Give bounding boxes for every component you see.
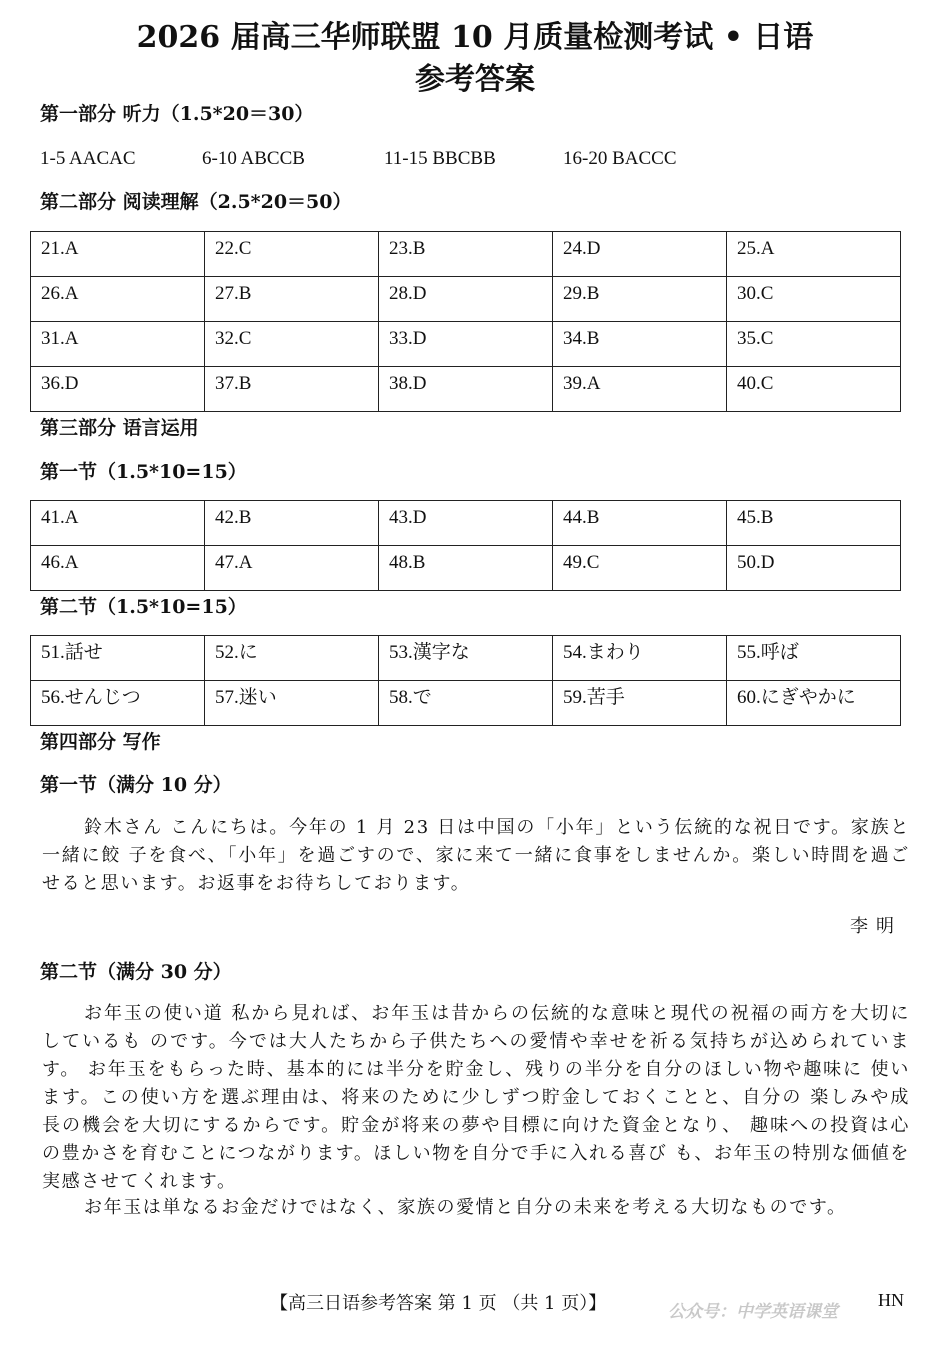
- answer-cell: 29.B: [553, 277, 727, 322]
- part4-section2-heading: 第二节（满分 30 分）: [40, 961, 232, 983]
- writing-answer-1: 鈴木さん こんにちは。今年の 1 月 23 日は中国の「小年」という伝統的な祝日です。家族と一緒に餃 子を食べ、「小年」を過ごすので、家に来て一緒に食事をしませんか。楽しい時間を過ご せると思います。お返事をお待ちしております。: [42, 817, 910, 894]
- answer-cell: 39.A: [553, 367, 727, 412]
- answer-cell: 47.A: [205, 546, 379, 591]
- table-row: [31, 681, 901, 726]
- answer-cell: 55.呼ば: [727, 636, 901, 681]
- answer-cell: 31.A: [31, 322, 205, 367]
- reading-answer-table: [30, 231, 901, 412]
- answer-cell: 46.A: [31, 546, 205, 591]
- writing-answer-2: お年玉の使い道 私から見れば、お年玉は昔からの伝統的な意味と現代の祝福の両方を大切にしているも のです。今では大人たちから子供たちへの愛情や幸せを祈る気持ちが込められています。 お年玉をもらった時、基本的には半分を貯金し、残りの半分を自分のほしい物や趣味に 使います。この使い方を選ぶ理由は、将来のために少しずつ貯金しておくことと、自分の 楽しみや成長の機会を大切にするからです。貯金が将来の夢や目標に向けた資金となり、 趣味への投資は心の豊かさを育むことにつながります。ほしい物を自分で手に入れる喜び も、お年玉の特別な価値を実感させてくれます。: [42, 1003, 910, 1192]
- answer-cell: 51.話せ: [31, 636, 205, 681]
- watermark: 公众号：中学英语课堂: [668, 1302, 838, 1322]
- answer-cell: 25.A: [727, 232, 901, 277]
- answer-cell: 42.B: [205, 501, 379, 546]
- answer-cell: 37.B: [205, 367, 379, 412]
- part1-heading: 第一部分 听力（1.5*20＝30）: [40, 103, 314, 125]
- answer-cell: 35.C: [727, 322, 901, 367]
- table-row: [31, 277, 901, 322]
- answer-cell: 24.D: [553, 232, 727, 277]
- language-use-table-2: [30, 635, 901, 726]
- signature-name: 李明: [850, 916, 902, 937]
- listening-group: 11-15 BBCBB: [384, 148, 496, 169]
- table-row: [31, 546, 901, 591]
- part2-heading: 第二部分 阅读理解（2.5*20＝50）: [40, 191, 352, 213]
- answer-cell: 53.漢字な: [379, 636, 553, 681]
- table-row: [31, 501, 901, 546]
- answer-cell: 44.B: [553, 501, 727, 546]
- answer-cell: 45.B: [727, 501, 901, 546]
- answer-cell: 43.D: [379, 501, 553, 546]
- answer-cell: 22.C: [205, 232, 379, 277]
- answer-cell: 49.C: [553, 546, 727, 591]
- answer-cell: 57.迷い: [205, 681, 379, 726]
- answer-cell: 50.D: [727, 546, 901, 591]
- answer-cell: 26.A: [31, 277, 205, 322]
- writing-answer-2-conclusion: お年玉は単なるお金だけではなく、家族の愛情と自分の未来を考える大切なものです。: [84, 1197, 847, 1218]
- page-title: 2026 届高三华师联盟 10 月质量检测考试 • 日语: [136, 20, 814, 55]
- answer-cell: 58.で: [379, 681, 553, 726]
- part3-section1-heading: 第一节（1.5*10=15）: [40, 461, 247, 483]
- table-row: [31, 232, 901, 277]
- answer-cell: 59.苦手: [553, 681, 727, 726]
- part4-heading: 第四部分 写作: [40, 731, 161, 753]
- language-use-table-1: [30, 500, 901, 591]
- table-row: [31, 367, 901, 412]
- answer-cell: 41.A: [31, 501, 205, 546]
- answer-cell: 60.にぎやかに: [727, 681, 901, 726]
- answer-cell: 33.D: [379, 322, 553, 367]
- part3-section2-heading: 第二节（1.5*10=15）: [40, 596, 247, 618]
- answer-cell: 32.C: [205, 322, 379, 367]
- answer-cell: 30.C: [727, 277, 901, 322]
- listening-group: 16-20 BACCC: [563, 148, 677, 169]
- answer-cell: 48.B: [379, 546, 553, 591]
- answer-cell: 52.に: [205, 636, 379, 681]
- answer-cell: 27.B: [205, 277, 379, 322]
- page-footer: 【高三日语参考答案 第 1 页 （共 1 页）】: [270, 1293, 607, 1314]
- answer-cell: 21.A: [31, 232, 205, 277]
- answer-cell: 28.D: [379, 277, 553, 322]
- listening-group: 6-10 ABCCB: [202, 148, 305, 169]
- answer-cell: 23.B: [379, 232, 553, 277]
- answer-cell: 36.D: [31, 367, 205, 412]
- answer-cell: 56.せんじつ: [31, 681, 205, 726]
- part3-heading: 第三部分 语言运用: [40, 417, 199, 439]
- answer-cell: 54.まわり: [553, 636, 727, 681]
- region-code: HN: [878, 1290, 904, 1310]
- answer-cell: 38.D: [379, 367, 553, 412]
- part4-section1-heading: 第一节（满分 10 分）: [40, 774, 232, 796]
- answer-cell: 34.B: [553, 322, 727, 367]
- table-row: [31, 636, 901, 681]
- page-subtitle: 参考答案: [415, 62, 535, 97]
- table-row: [31, 322, 901, 367]
- answer-cell: 40.C: [727, 367, 901, 412]
- listening-group: 1-5 AACAC: [40, 148, 136, 169]
